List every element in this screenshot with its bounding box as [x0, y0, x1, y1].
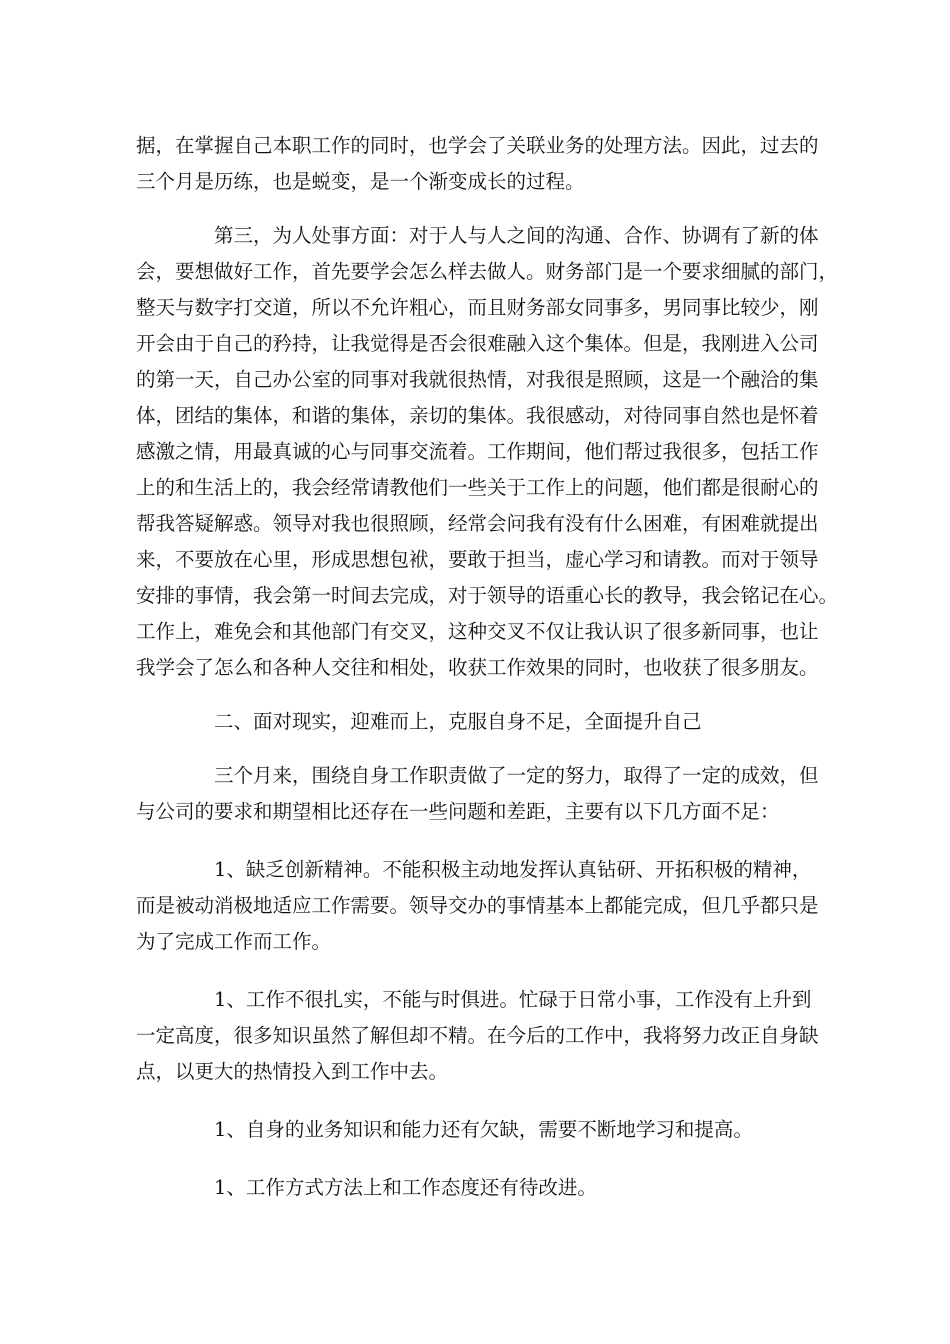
text-line: 据，在掌握自己本职工作的同时，也学会了关联业务的处理方法。因此，过去的 — [136, 134, 819, 157]
heading-text: 二、面对现实，迎难而上，克服自身不足，全面提升自己 — [214, 710, 702, 733]
paragraph-summary — [136, 758, 819, 830]
list-item-solid-work — [136, 982, 819, 1090]
list-item-methods — [136, 1170, 816, 1206]
text-line: 1、自身的业务知识和能力还有欠缺，需要不断地学习和提高。 — [214, 1118, 753, 1141]
text-line: 1、工作不很扎实，不能与时俱进。忙碌于日常小事，工作没有上升到 — [214, 988, 812, 1011]
text-line: 而是被动消极地适应工作需要。领导交办的事情基本上都能完成，但几乎都只是 — [136, 894, 819, 917]
paragraph-interpersonal — [136, 218, 839, 686]
text-line: 体，团结的集体，和谐的集体，亲切的集体。我很感动，对待同事自然也是怀着 — [136, 404, 819, 427]
section-heading — [136, 704, 816, 740]
document-body — [136, 128, 839, 1224]
text-line: 安排的事情，我会第一时间去完成，对于领导的语重心长的教导，我会铭记在心。 — [136, 584, 839, 607]
text-line: 开会由于自己的矜持，让我觉得是否会很难融入这个集体。但是，我刚进入公司 — [136, 332, 819, 355]
list-item-knowledge — [136, 1112, 816, 1148]
text-line: 帮我答疑解惑。领导对我也很照顾，经常会问我有没有什么困难，有困难就提出 — [136, 512, 819, 535]
text-line: 与公司的要求和期望相比还存在一些问题和差距，主要有以下几方面不足： — [136, 800, 780, 823]
paragraph-continuation — [136, 128, 819, 200]
text-line: 我学会了怎么和各种人交往和相处，收获工作效果的同时，也收获了很多朋友。 — [136, 656, 819, 679]
text-line: 整天与数字打交道，所以不允许粗心，而且财务部女同事多，男同事比较少，刚 — [136, 296, 819, 319]
text-line: 的第一天，自己办公室的同事对我就很热情，对我很是照顾，这是一个融洽的集 — [136, 368, 819, 391]
text-line: 第三，为人处事方面：对于人与人之间的沟通、合作、协调有了新的体 — [214, 224, 819, 247]
text-line: 为了完成工作而工作。 — [136, 930, 332, 953]
text-line: 1、缺乏创新精神。不能积极主动地发挥认真钻研、开拓积极的精神， — [214, 858, 812, 881]
text-line: 会，要想做好工作，首先要学会怎么样去做人。财务部门是一个要求细腻的部门， — [136, 260, 839, 283]
text-line: 来，不要放在心里，形成思想包袱，要敢于担当，虚心学习和请教。而对于领导 — [136, 548, 819, 571]
text-line: 工作上，难免会和其他部门有交叉，这种交叉不仅让我认识了很多新同事，也让 — [136, 620, 819, 643]
text-line: 一定高度，很多知识虽然了解但却不精。在今后的工作中，我将努力改正自身缺 — [136, 1024, 819, 1047]
text-line: 三个月是历练，也是蜕变，是一个渐变成长的过程。 — [136, 170, 585, 193]
list-item-innovation — [136, 852, 819, 960]
text-line: 感激之情，用最真诚的心与同事交流着。工作期间，他们帮过我很多，包括工作 — [136, 440, 819, 463]
text-line: 点，以更大的热情投入到工作中去。 — [136, 1060, 449, 1083]
text-line: 三个月来，围绕自身工作职责做了一定的努力，取得了一定的成效，但 — [214, 764, 819, 787]
text-line: 1、工作方式方法上和工作态度还有待改进。 — [214, 1176, 597, 1199]
text-line: 上的和生活上的，我会经常请教他们一些关于工作上的问题，他们都是很耐心的 — [136, 476, 819, 499]
